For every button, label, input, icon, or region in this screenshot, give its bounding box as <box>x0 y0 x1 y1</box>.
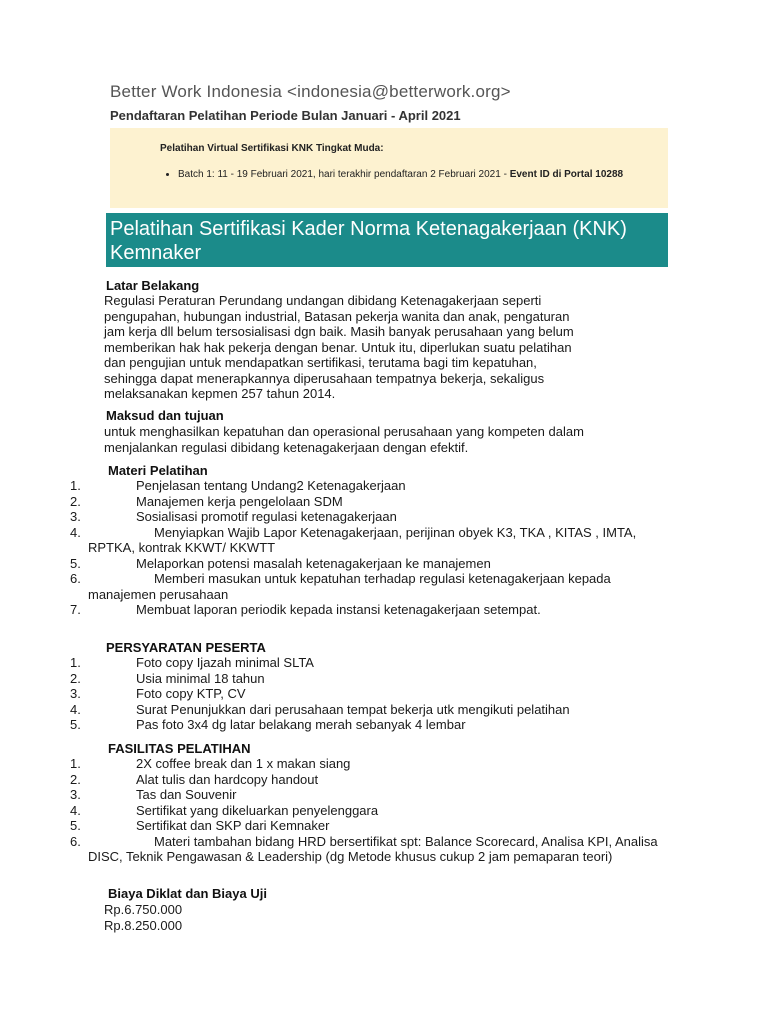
list-item <box>70 655 670 671</box>
list-number: 4. <box>70 524 81 540</box>
list-item <box>70 787 680 803</box>
fasilitas-list <box>70 756 680 865</box>
fasilitas-heading: FASILITAS PELATIHAN <box>108 741 251 756</box>
list-number: 4. <box>70 802 81 818</box>
list-number: 1. <box>70 655 81 670</box>
list-text: Sosialisasi promotif regulasi ketenagakerjaan <box>136 509 397 524</box>
list-item <box>70 756 680 772</box>
list-text: Sertifikat dan SKP dari Kemnaker <box>136 818 330 833</box>
list-text: Materi tambahan bidang HRD bersertifikat spt: Balance Scorecard, Analisa KPI, Analisa DISC, Teknik Pengawasan & Leadership (dg Metode khusus cukup 2 jam pemaparan teori) <box>88 833 658 864</box>
list-number: 6. <box>70 571 81 586</box>
biaya-heading: Biaya Diklat dan Biaya Uji <box>108 886 267 901</box>
list-text: Surat Penunjukkan dari perusahaan tempat bekerja utk mengikuti pelatihan <box>136 701 570 717</box>
list-text: Foto copy Ijazah minimal SLTA <box>136 655 314 670</box>
maksud-heading: Maksud dan tujuan <box>106 408 224 423</box>
list-number: 1. <box>70 478 81 493</box>
list-text: Foto copy KTP, CV <box>136 686 246 701</box>
section-banner <box>106 213 668 267</box>
list-number: 1. <box>70 756 81 771</box>
latar-paragraph <box>104 293 664 402</box>
list-text: Memberi masukan untuk kepatuhan terhadap regulasi ketenagakerjaan kepada manajemen perusahaan <box>88 571 611 602</box>
list-number: 2. <box>70 493 81 509</box>
maksud-paragraph <box>104 424 684 455</box>
list-item <box>70 803 680 819</box>
latar-line: melaksanakan kepmen 257 tahun 2014. <box>104 386 336 401</box>
list-item <box>70 602 670 618</box>
materi-list <box>70 478 670 618</box>
list-text: Usia minimal 18 tahun <box>136 670 265 686</box>
list-text: Manajemen kerja pengelolaan SDM <box>136 493 343 509</box>
list-text: Membuat laporan periodik kepada instansi ketenagakerjaan setempat. <box>136 602 541 617</box>
list-item <box>70 686 670 702</box>
latar-line: sehingga dapat menerapkannya diperusahaan tempatnya bekerja, sekaligus <box>104 370 545 386</box>
list-number: 5. <box>70 555 81 571</box>
list-number: 2. <box>70 670 81 686</box>
notice-batch-item <box>178 166 658 183</box>
list-text: 2X coffee break dan 1 x makan siang <box>136 756 351 771</box>
notice-batch-text: Batch 1: 11 - 19 Februari 2021, hari terakhir pendaftaran 2 Februari 2021 - <box>178 169 510 180</box>
list-number: 3. <box>70 787 81 802</box>
latar-line: memberikan hak hak pekerja dengan benar. Untuk itu, diperlukan suatu pelatihan <box>104 339 572 355</box>
list-number: 2. <box>70 771 81 787</box>
list-item <box>70 556 670 572</box>
maksud-line: untuk menghasilkan kepatuhan dan operasional perusahaan yang kompeten dalam <box>104 424 584 439</box>
email-sender: Better Work Indonesia <indonesia@betterwork.org> <box>110 82 511 101</box>
list-number: 5. <box>70 818 81 833</box>
latar-line: Regulasi Peraturan Perundang undangan dibidang Ketenagakerjaan seperti <box>104 293 542 308</box>
list-item <box>70 717 670 733</box>
persyaratan-list <box>70 655 670 733</box>
materi-heading: Materi Pelatihan <box>108 463 208 478</box>
list-text: Tas dan Souvenir <box>136 787 237 802</box>
list-item <box>70 818 680 834</box>
list-number: 4. <box>70 701 81 717</box>
list-text: Menyiapkan Wajib Lapor Ketenagakerjaan, perijinan obyek K3, TKA , KITAS , IMTA, RPTKA, kontrak KKWT/ KKWTT <box>88 524 637 555</box>
list-item <box>70 702 670 718</box>
latar-line: pengupahan, hubungan industrial, Batasan pekerja wanita dan anak, pengaturan <box>104 308 570 324</box>
list-item <box>70 509 670 525</box>
list-number: 6. <box>70 833 81 849</box>
notice-list <box>160 166 658 183</box>
list-item <box>70 478 670 494</box>
list-text: Alat tulis dan hardcopy handout <box>136 771 319 787</box>
list-text: Melaporkan potensi masalah ketenagakerjaan ke manajemen <box>136 555 491 571</box>
banner-title: Pelatihan Sertifikasi Kader Norma Ketenagakerjaan (KNK) Kemnaker <box>110 218 627 264</box>
list-item <box>70 772 680 788</box>
list-item <box>70 671 670 687</box>
list-item <box>70 834 680 865</box>
notice-box <box>110 128 668 208</box>
notice-title: Pelatihan Virtual Sertifikasi KNK Tingkat Muda: <box>160 143 384 154</box>
maksud-line: menjalankan regulasi dibidang ketenagakerjaan dengan efektif. <box>104 439 469 455</box>
list-text: Sertifikat yang dikeluarkan penyelenggara <box>136 802 379 818</box>
latar-heading: Latar Belakang <box>106 278 200 293</box>
notice-event-id: Event ID di Portal 10288 <box>509 169 624 180</box>
persyaratan-heading: PERSYARATAN PESERTA <box>106 640 266 655</box>
list-text: Pas foto 3x4 dg latar belakang merah sebanyak 4 lembar <box>136 717 466 732</box>
list-number: 3. <box>70 509 81 524</box>
list-item <box>70 525 670 556</box>
list-number: 3. <box>70 686 81 701</box>
list-number: 7. <box>70 602 81 617</box>
latar-line: dan pengujian untuk mendapatkan sertifikasi, terutama bagi tim kepatuhan, <box>104 355 537 370</box>
list-item <box>70 494 670 510</box>
biaya-amount: Rp.8.250.000 <box>104 918 183 933</box>
list-text: Penjelasan tentang Undang2 Ketenagakerjaan <box>136 478 406 493</box>
list-number: 5. <box>70 717 81 732</box>
latar-line: jam kerja dll belum tersosialisasi dgn baik. Masih banyak perusahaan yang belum <box>104 324 574 339</box>
biaya-amount: Rp.6.750.000 <box>104 902 183 917</box>
list-item <box>70 571 670 602</box>
email-subject: Pendaftaran Pelatihan Periode Bulan Januari - April 2021 <box>110 108 461 123</box>
